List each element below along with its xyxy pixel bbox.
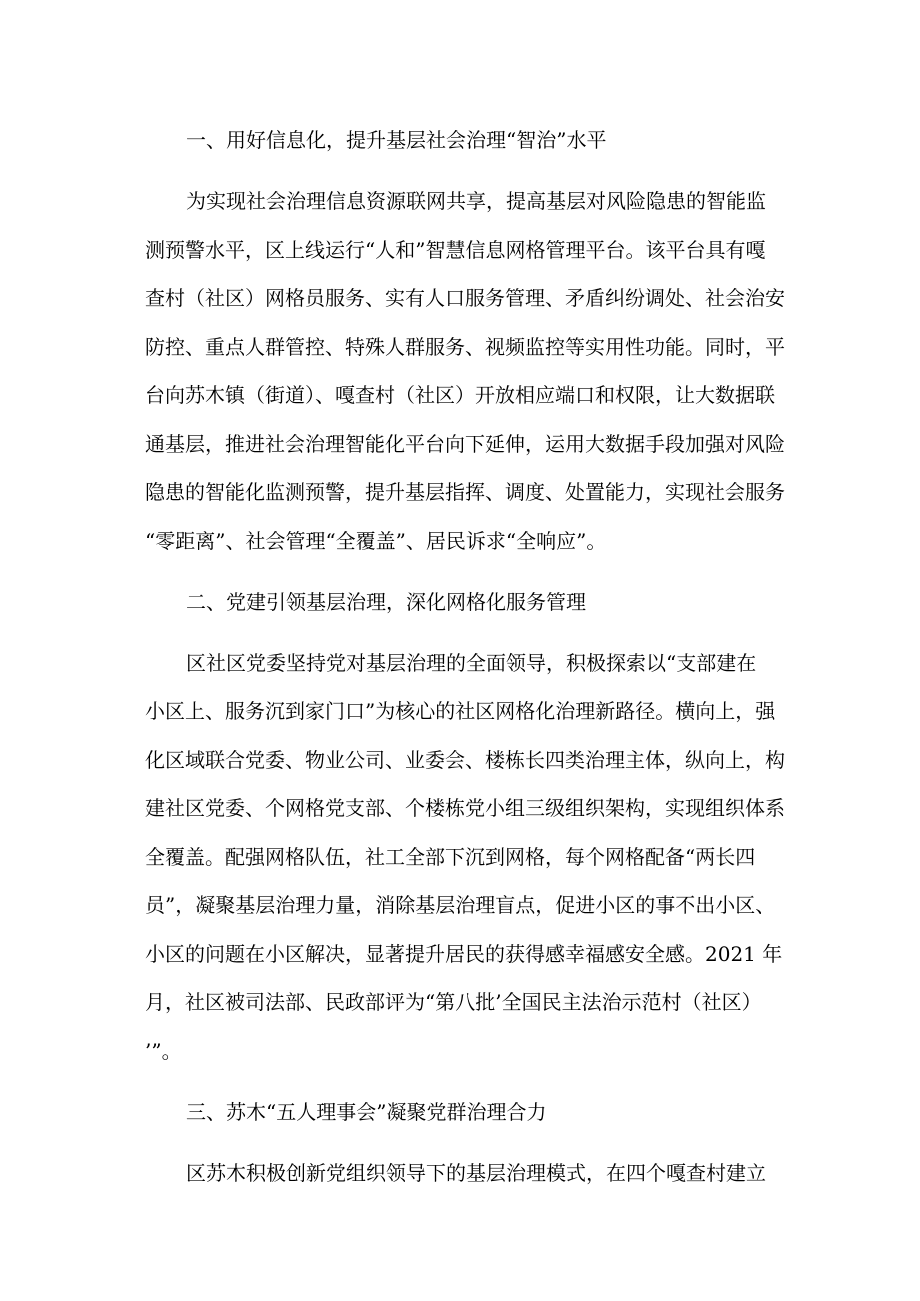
section-heading: 三、苏木“五人理事会”凝聚党群治理合力 (186, 1100, 547, 1124)
paragraph-line: 通基层，推进社会治理智能化平台向下延伸，运用大数据手段加强对风险 (145, 432, 785, 456)
section-heading: 二、党建引领基层治理，深化网格化服务管理 (186, 590, 586, 614)
paragraph-line: 为实现社会治理信息资源联网共享，提高基层对风险隐患的智能监 (186, 189, 766, 213)
paragraph-line: 月，社区被司法部、民政部评为“第八批’全国民主法治示范村（社区） (145, 990, 762, 1014)
paragraph-line: 隐患的智能化监测预警，提升基层指挥、调度、处置能力，实现社会服务 (145, 480, 785, 504)
paragraph-line: 查村（社区）网格员服务、实有人口服务管理、矛盾纠纷调处、社会治安 (145, 286, 785, 310)
paragraph-line: 小区的问题在小区解决，显著提升居民的获得感幸福感安全感。2021 年 (145, 942, 783, 966)
paragraph-line: 建社区党委、个网格党支部、个楼栋党小组三级组织架构，实现组织体系 (145, 796, 785, 820)
paragraph-line: 测预警水平，区上线运行“人和”智慧信息网格管理平台。该平台具有嘎 (145, 238, 766, 262)
paragraph-line: 全覆盖。配强网格队伍，社工全部下沉到网格，每个网格配备“两长四 (145, 845, 756, 869)
paragraph-line: 防控、重点人群管控、特殊人群服务、视频监控等实用性功能。同时，平 (145, 335, 785, 359)
paragraph-line: 区社区党委坚持党对基层治理的全面领导，积极探索以“支部建在 (186, 651, 757, 675)
paragraph-line: “零距离”、社会管理“全覆盖”、居民诉求“全响应”。 (145, 529, 607, 553)
paragraph-line: 小区上、服务沉到家门口”为核心的社区网格化治理新路径。横向上，强 (145, 699, 776, 723)
paragraph-line: ’”。 (145, 1039, 182, 1063)
paragraph-line: 台向苏木镇（街道）、嘎查村（社区）开放相应端口和权限，让大数据联 (145, 383, 775, 407)
paragraph-line: 员”，凝聚基层治理力量，消除基层治理盲点，促进小区的事不出小区、 (145, 893, 776, 917)
paragraph-line: 区苏木积极创新党组织领导下的基层治理模式，在四个嘎查村建立 (186, 1161, 766, 1185)
paragraph-line: 化区域联合党委、物业公司、业委会、楼栋长四类治理主体，纵向上，构 (145, 748, 785, 772)
section-heading: 一、用好信息化，提升基层社会治理“智治”水平 (186, 128, 607, 152)
